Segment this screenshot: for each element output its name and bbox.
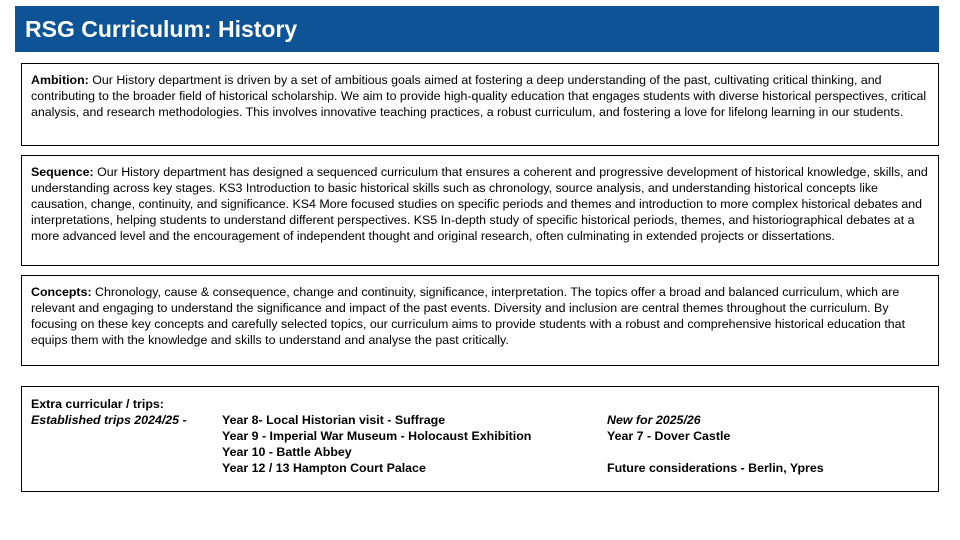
new-trip: Year 7 - Dover Castle [607, 429, 731, 443]
extra-heading: Extra curricular / trips: [31, 397, 164, 411]
future-considerations: Future considerations - Berlin, Ypres [607, 461, 824, 475]
established-trip: Year 9 - Imperial War Museum - Holocaust Exhibition [222, 429, 532, 443]
new-trips-label: New for 2025/26 [607, 413, 701, 427]
established-trip: Year 12 / 13 Hampton Court Palace [222, 461, 426, 475]
ambition-label: Ambition: [31, 73, 89, 87]
title-banner [15, 6, 939, 52]
sequence-box [21, 155, 939, 266]
ambition-text: Our History department is driven by a set of ambitious goals aimed at fostering a deep understanding of the past, cultivating critical thinking, and contributing to the broader field of historical scholarship. We aim to provide high-quality education that engages students with diverse historical perspectives, critical analysis, and research methodologies. This involves innovative teaching practices, a robust curriculum, and fostering a love for lifelong learning in our students. [31, 73, 927, 119]
sequence-label: Sequence: [31, 165, 94, 179]
extra-curricular-box [21, 386, 939, 492]
sequence-text: Our History department has designed a sequenced curriculum that ensures a coherent and progressive development of historical knowledge, skills, and understanding across key stages. KS3 Introduction to basic historical skills such as chronology, source analysis, and understanding historical concepts like causation, change, continuity, and significance. KS4 More focused studies on specific periods and themes and introduction to more complex historical debates and interpretations, helping students to understand different perspectives. KS5 In-depth study of specific historical periods, themes, and historiographical debates at a more advanced level and the encouragement of independent thought and original research, often culminating in extended projects or dissertations. [31, 165, 928, 243]
ambition-box [21, 63, 939, 146]
concepts-box [21, 275, 939, 366]
concepts-label: Concepts: [31, 285, 92, 299]
established-trip: Year 10 - Battle Abbey [222, 445, 352, 459]
established-trip: Year 8- Local Historian visit - Suffrage [222, 413, 446, 427]
concepts-text: Chronology, cause & consequence, change and continuity, significance, interpretation. The topics offer a broad and balanced curriculum, which are relevant and engaging to understand the significance and impact of the past events. Diversity and inclusion are central themes throughout the curriculum. By focusing on these key concepts and carefully selected topics, our curriculum aims to provide students with a robust and comprehensive historical education that equips them with the knowledge and skills to understand and analyse the past critically. [31, 285, 906, 347]
page-title: RSG Curriculum: History [25, 16, 298, 42]
established-label: Established trips 2024/25 - [31, 413, 187, 427]
